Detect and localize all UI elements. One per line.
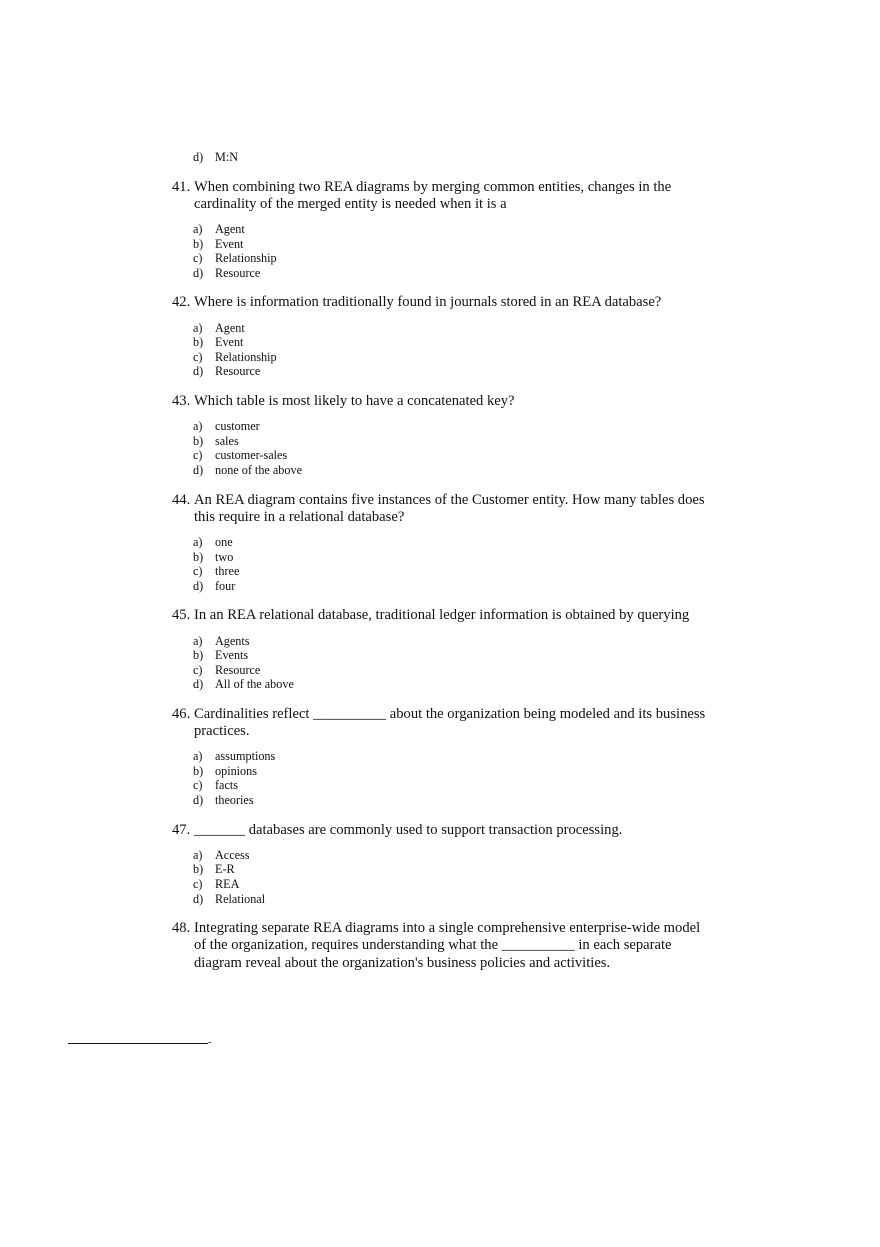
option-text: Access: [215, 847, 250, 862]
question-number: 41.: [172, 178, 191, 195]
question-number: 42.: [172, 294, 191, 311]
question-text: When combining two REA diagrams by merging common entities, changes in the cardinality of the merged entity is needed when it is a: [194, 178, 672, 212]
question-stem: [172, 492, 712, 526]
question-44: [172, 492, 712, 594]
question-text: Integrating separate REA diagrams into a single comprehensive enterprise-wide model of the organization, requires understanding what the __________ in each separate diagram reveal about the organization's business policies and activities.: [194, 920, 701, 971]
answer-option: [172, 364, 712, 379]
answer-options: [172, 535, 712, 593]
question-number: 46.: [172, 705, 191, 722]
answer-option: [172, 663, 712, 678]
option-text: customer-sales: [215, 448, 288, 463]
footnote-mark: -: [208, 1037, 212, 1048]
answer-option: [172, 848, 712, 863]
option-letter: d): [193, 578, 204, 593]
answer-options: [172, 848, 712, 906]
option-text: opinions: [215, 763, 257, 778]
answer-option: [172, 350, 712, 365]
answer-option: [172, 877, 712, 892]
option-letter: c): [193, 662, 203, 677]
option-text: theories: [215, 793, 254, 808]
option-letter: c): [193, 564, 203, 579]
question-text: Which table is most likely to have a concatenated key?: [194, 392, 515, 409]
question-47: [172, 822, 712, 907]
option-text: customer: [215, 419, 260, 434]
option-letter: a): [193, 534, 203, 549]
question-text: _______ databases are commonly used to support transaction processing.: [194, 821, 623, 838]
option-text: M:N: [215, 150, 239, 164]
option-letter: d): [193, 265, 204, 280]
option-letter: b): [193, 648, 204, 663]
option-text: Agents: [215, 633, 250, 648]
option-text: Relational: [215, 891, 266, 906]
option-letter: a): [193, 633, 203, 648]
question-stem: [172, 920, 712, 972]
question-43: [172, 393, 712, 478]
option-letter: c): [193, 448, 203, 463]
option-letter: b): [193, 862, 204, 877]
answer-option: [172, 862, 712, 877]
option-text: three: [215, 564, 240, 579]
option-text: Event: [215, 335, 244, 350]
answer-option: [172, 150, 712, 165]
option-letter: a): [193, 847, 203, 862]
answer-option: [172, 237, 712, 252]
option-letter: a): [193, 749, 203, 764]
question-41: [172, 179, 712, 281]
question-text: Cardinalities reflect __________ about the organization being modeled and its business practices.: [194, 705, 706, 740]
answer-option: [172, 448, 712, 463]
option-text: Events: [215, 648, 249, 663]
answer-option: [172, 463, 712, 478]
option-letter: d): [193, 677, 204, 692]
question-number: 47.: [172, 821, 191, 838]
answer-option: [172, 892, 712, 907]
answer-option: [172, 321, 712, 336]
option-text: Agent: [215, 320, 245, 335]
option-text: four: [215, 578, 236, 593]
option-text: REA: [215, 877, 240, 892]
option-text: assumptions: [215, 749, 276, 764]
option-text: Agent: [215, 222, 245, 236]
option-text: E-R: [215, 862, 235, 877]
answer-options: [172, 634, 712, 692]
leading-options: [172, 150, 712, 165]
question-42: [172, 294, 712, 379]
answer-option: [172, 266, 712, 281]
answer-option: [172, 764, 712, 779]
option-letter: d): [193, 891, 204, 906]
answer-option: [172, 677, 712, 692]
question-stem: [172, 607, 712, 624]
question-text: In an REA relational database, traditional ledger information is obtained by querying: [194, 607, 690, 624]
answer-options: [172, 419, 712, 477]
answer-option: [172, 335, 712, 350]
option-text: sales: [215, 433, 239, 448]
answer-option: [172, 419, 712, 434]
answer-option: [172, 634, 712, 649]
option-text: Resource: [215, 265, 261, 280]
answer-option: [172, 535, 712, 550]
option-letter: c): [193, 877, 203, 892]
option-letter: c): [193, 349, 203, 364]
option-letter: d): [193, 150, 204, 164]
question-45: [172, 607, 712, 692]
option-text: Relationship: [215, 349, 277, 364]
option-text: Relationship: [215, 251, 277, 266]
option-letter: a): [193, 320, 203, 335]
option-letter: b): [193, 335, 204, 350]
question-number: 43.: [172, 392, 191, 409]
question-number: 44.: [172, 491, 191, 508]
question-stem: [172, 393, 712, 410]
option-text: facts: [215, 778, 239, 793]
option-text: none of the above: [215, 462, 302, 477]
answer-option: [172, 579, 712, 594]
option-letter: d): [193, 793, 204, 808]
option-text: Resource: [215, 364, 261, 379]
answer-options: [172, 321, 712, 379]
answer-option: [172, 778, 712, 793]
option-letter: b): [193, 549, 204, 564]
question-text: An REA diagram contains five instances of the Customer entity. How many tables does this require in a relational database?: [194, 491, 705, 525]
question-48: [172, 920, 712, 972]
question-number: 45.: [172, 607, 191, 624]
option-text: two: [215, 549, 234, 564]
footnote-separator: [68, 1043, 208, 1044]
answer-options: [172, 222, 712, 280]
option-letter: d): [193, 462, 204, 477]
answer-option: [172, 550, 712, 565]
question-stem: [172, 294, 712, 311]
question-stem: [172, 179, 712, 213]
option-letter: b): [193, 236, 204, 251]
answer-option: [172, 251, 712, 266]
answer-option: [172, 793, 712, 808]
answer-option: [172, 434, 712, 449]
option-text: Resource: [215, 662, 261, 677]
option-letter: a): [193, 419, 203, 434]
option-letter: c): [193, 778, 203, 793]
answer-option: [172, 564, 712, 579]
answer-option: [172, 749, 712, 764]
option-text: All of the above: [215, 677, 294, 692]
option-letter: a): [193, 222, 203, 236]
option-letter: b): [193, 433, 204, 448]
question-stem: [172, 822, 712, 839]
option-text: one: [215, 534, 233, 549]
option-letter: d): [193, 364, 204, 379]
question-number: 48.: [172, 920, 191, 937]
answer-options: [172, 749, 712, 807]
question-text: Where is information traditionally found in journals stored in an REA database?: [194, 294, 662, 311]
answer-option: [172, 222, 712, 237]
question-46: [172, 706, 712, 808]
option-text: Event: [215, 236, 244, 251]
answer-option: [172, 648, 712, 663]
question-list: [172, 150, 712, 972]
option-letter: b): [193, 763, 204, 778]
option-letter: c): [193, 251, 203, 266]
question-stem: [172, 706, 712, 740]
